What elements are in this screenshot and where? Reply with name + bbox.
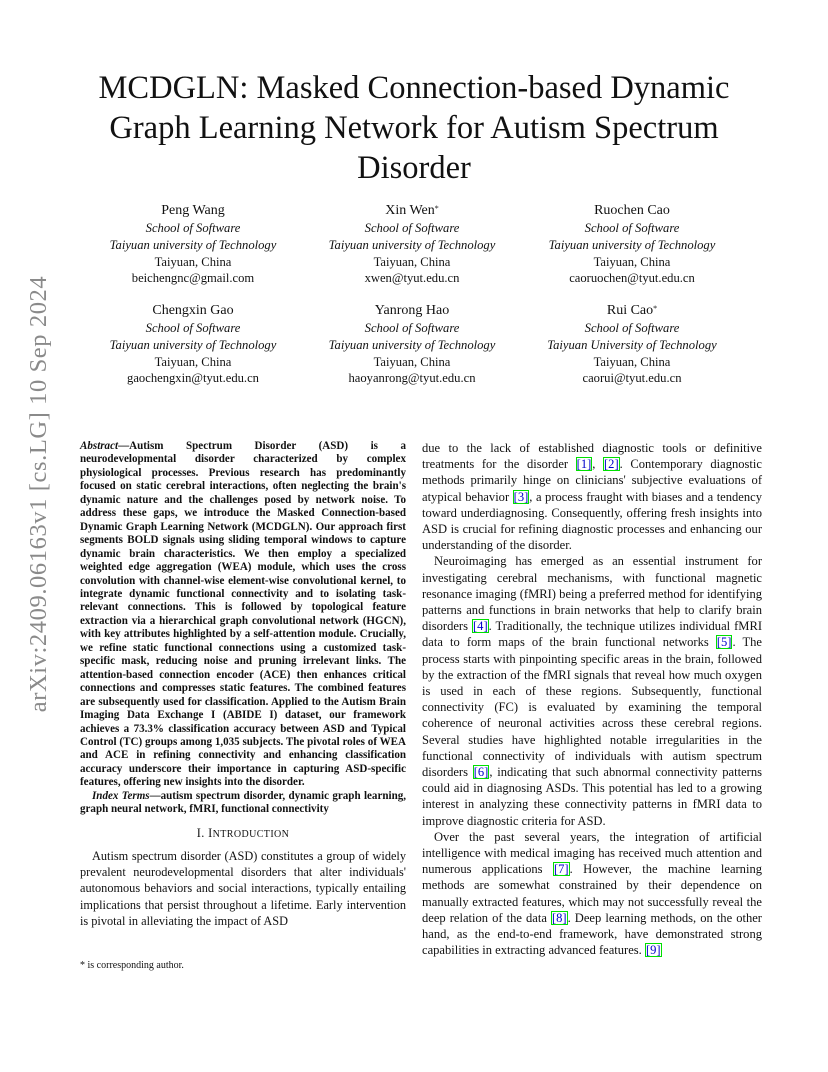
author-email[interactable]: xwen@tyut.edu.cn — [364, 271, 460, 286]
author-email[interactable]: gaochengxin@tyut.edu.cn — [127, 371, 259, 386]
author-university: Taiyuan university of Technology — [109, 337, 277, 352]
citation-link[interactable]: [8] — [551, 910, 567, 925]
citation-link[interactable]: [9] — [645, 943, 661, 958]
intro-paragraph: Autism spectrum disorder (ASD) constitutes a group of widely prevalent neurodevelopmental disorders that alter individuals' autonomous behaviors and social interactions, typically entailing implications that persist throughout a lifetime. Early intervention is pivotal in alleviating the impact of ASD — [80, 848, 406, 928]
author-email[interactable]: caoruochen@tyut.edu.cn — [569, 271, 695, 286]
author-university: Taiyuan university of Technology — [548, 237, 716, 252]
abstract-text: —Autism Spectrum Disorder (ASD) is a neurodevelopmental disorder characterized by complex physiological processes. Previous research has predominantly focused on static cerebral interactions, often neglecting the brain's dynamic nature and the challenges posed by network noise. To address these gaps, we introduce the Masked Connection-based Dynamic Graph Learning Network (MCDGLN). Our approach first segments BOLD signals using sliding temporal windows to capture dynamic brain characteristics. We then employ a specialized weighted edge aggregation (WEA) module, which uses the cross convolution with channel-wise element-wise convolutional kernel, to integrate dynamic functional connectivity and to isolating task-relevant connections. This is followed by topological feature extraction via a hierarchical graph convolutional network (HGCN), with key attributes highlighted by a self-attention module. Crucially, we refine static functional connections using a customized task-specific mask, reducing noise and pruning irrelevant links. The attention-based connection encoder (ACE) then enhances critical connections and compresses static features. The combined features are subsequently used for classification. Applied to the Autism Brain Imaging Data Exchange I (ABIDE I) dataset, our framework achieves a 73.3% classification accuracy between ASD and Typical Control (TC) groups among 1,035 subjects. The pivotal roles of WEA and ACE in refining connectivity and enhancing classification accuracy underscore their importance in capturing ASD-specific features, offering new insights into the disorder. — [80, 440, 406, 789]
author-school: School of Software — [145, 221, 241, 235]
author-card — [78, 301, 308, 387]
citation-link[interactable]: [5] — [716, 635, 732, 650]
author-name: Chengxin Gao — [152, 303, 234, 318]
corresponding-author-mark: * — [434, 204, 439, 213]
author-card — [297, 301, 527, 387]
author-name-row — [517, 301, 747, 320]
author-university: Taiyuan University of Technology — [547, 337, 717, 352]
author-location: Taiyuan, China — [373, 354, 451, 369]
right-column — [422, 440, 762, 959]
index-terms-label: Index Terms — [92, 789, 150, 802]
body-paragraph-1: due to the lack of established diagnostic tools or definitive treatments for the disorder [1], [2]. Contemporary diagnostic methods primarily hinge on clinicians' subjective evaluations of atypical behavior [3], a process fraught with biases and a tendency toward underdiagnosing. Consequently, offering fresh insights into ASD is crucial for refining diagnostic processes and enhancing our understanding of the disorder. — [422, 441, 762, 553]
citation-link[interactable]: [1] — [576, 457, 592, 472]
citation-link[interactable]: [7] — [553, 862, 569, 877]
arxiv-id-text: arXiv:2409.06163v1 [cs.LG] 10 Sep 2024 — [25, 275, 52, 713]
footnote: * is corresponding author. — [80, 960, 184, 971]
author-university: Taiyuan university of Technology — [328, 337, 496, 352]
body-paragraph-2: Neuroimaging has emerged as an essential instrument for investigating cerebral mechanisms, with functional magnetic resonance imaging (fMRI) being a preferred method for identifying patterns and functions in brain networks that help to clarify brain disorders [4]. Traditionally, the technique utilizes individual fMRI data to form maps of the brain functional networks [5]. The process starts with pinpointing specific areas in the brain, followed by the extraction of the fMRI signals that reveal how much oxygen is used in each of these regions. Subsequently, functional connectivity (FC) is evaluated by examining the temporal coherence of neuronal activities across these cerebral regions. Several studies have highlighted notable irregularities in the functional connectivity of individuals with autism spectrum disorders [6], indicating that such abnormal connectivity patterns could aid in diagnosing ASDs. This potential has led to a growing interest in analyzing these connectivity patterns in fMRI data to improve diagnostic criteria for ASD. — [422, 554, 762, 828]
author-location: Taiyuan, China — [154, 254, 232, 269]
author-email[interactable]: caorui@tyut.edu.cn — [582, 371, 682, 386]
citation-link[interactable]: [3] — [513, 489, 529, 504]
author-name: Peng Wang — [161, 203, 225, 218]
author-name: Xin Wen — [385, 203, 435, 218]
author-name: Ruochen Cao — [594, 203, 670, 218]
author-name: Yanrong Hao — [374, 303, 450, 318]
corresponding-author-mark: * — [653, 304, 658, 313]
author-school: School of Software — [364, 321, 460, 335]
author-email[interactable]: beichengnc@gmail.com — [131, 271, 255, 286]
author-card — [517, 301, 747, 387]
left-column — [80, 440, 406, 929]
author-university: Taiyuan university of Technology — [109, 237, 277, 252]
author-location: Taiyuan, China — [373, 254, 451, 269]
index-terms-text: —autism spectrum disorder, dynamic graph learning, graph neural network, fMRI, functional connectivity — [80, 789, 406, 816]
author-location: Taiyuan, China — [154, 354, 232, 369]
author-card — [517, 201, 747, 287]
author-card — [78, 201, 308, 287]
abstract-label: Abstract — [80, 440, 119, 452]
author-location: Taiyuan, China — [593, 354, 671, 369]
arxiv-side-stamp — [18, 275, 60, 713]
author-name-row — [297, 201, 527, 220]
author-university: Taiyuan university of Technology — [328, 237, 496, 252]
author-school: School of Software — [145, 321, 241, 335]
author-school: School of Software — [584, 321, 680, 335]
author-location: Taiyuan, China — [593, 254, 671, 269]
paper-title: MCDGLN: Masked Connection-based Dynamic Graph Learning Network for Autism Spectrum Disorder — [98, 70, 730, 186]
author-school: School of Software — [584, 221, 680, 235]
citation-link[interactable]: [2] — [604, 457, 619, 472]
abstract — [80, 440, 406, 790]
citation-link[interactable]: [6] — [473, 765, 489, 780]
citation-link[interactable]: [4] — [473, 619, 488, 634]
author-name: Rui Cao — [606, 303, 654, 318]
body-paragraph-3: Over the past several years, the integration of artificial intelligence with medical imaging has received much attention and numerous applications [7]. However, the machine learning methods are somewhat constrained by their dependence on manually extracted features, which may not successfully reveal the deep relation of the data [8]. Deep learning methods, on the other hand, as the end-to-end framework, have demonstrated strong capabilities in extracting advanced features. [9] — [422, 829, 762, 958]
index-terms — [80, 790, 406, 817]
section-heading-introduction: I. INTRODUCTION — [196, 825, 290, 840]
author-school: School of Software — [364, 221, 460, 235]
author-card — [297, 201, 527, 287]
author-email[interactable]: haoyanrong@tyut.edu.cn — [348, 371, 476, 386]
